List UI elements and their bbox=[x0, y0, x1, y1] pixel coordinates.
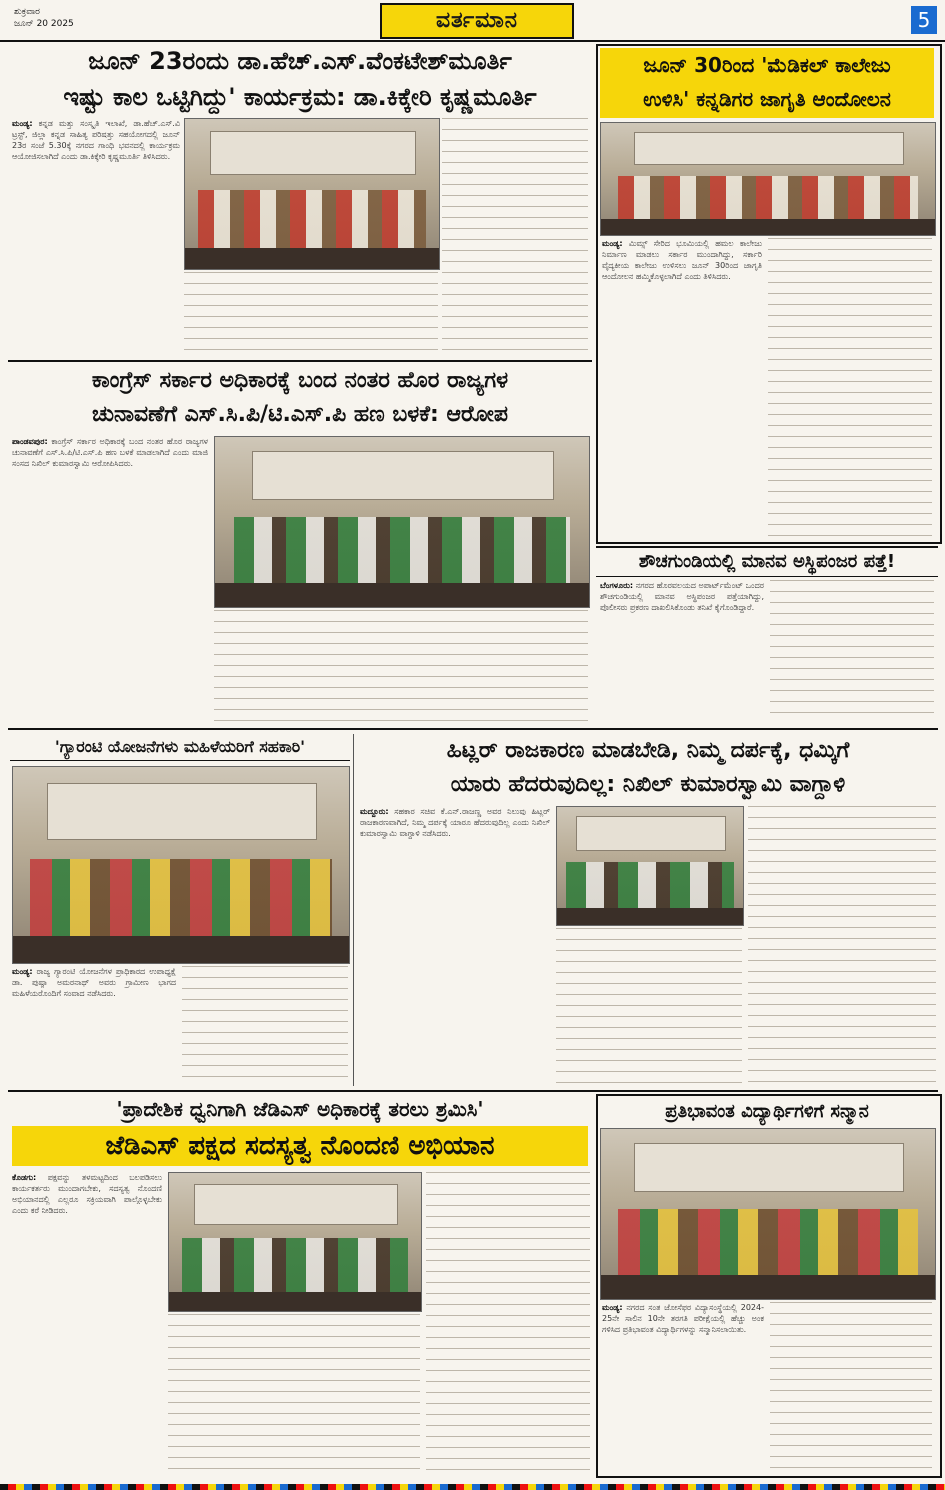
venkatesh-headline-2: ಇಷ್ಟು ಕಾಲ ಒಟ್ಟಿಗಿದ್ದು' ಕಾರ್ಯಕ್ರಮ: ಡಾ.ಕಿಕ್ಕೇರಿ ಕೃಷ್ಣಮೂರ್ತಿ bbox=[63, 83, 537, 111]
jds-dateline: ಕೊಡಗು: bbox=[12, 1173, 37, 1182]
medical-body-col2 bbox=[768, 238, 932, 536]
medical-headline-2: ಉಳಿಸಿ' ಕನ್ನಡಿಗರ ಜಾಗೃತಿ ಆಂದೋಲನ bbox=[643, 87, 891, 111]
jds-photo bbox=[168, 1172, 422, 1312]
medical-photo bbox=[600, 122, 936, 236]
venkatesh-text: ಕನ್ನಡ ಮತ್ತು ಸಂಸ್ಕೃತಿ ಇಲಾಖೆ, ಡಾ.ಹೆಚ್.ಎಸ್.ವಿ ಟ್ರಸ್ಟ್, ಜಿಲ್ಲಾ ಕನ್ನಡ ಸಾಹಿತ್ಯ ಪರಿಷತ್ತು ಸಹಯೋಗದಲ್ಲಿ ಜೂನ್ 23ರ ಸಂಜೆ 5.30ಕ್ಕೆ ನಗರದ ಗಾಂಧಿ ಭವನದಲ್ಲಿ ಕಾರ್ಯಕ್ರಮ ಆಯೋಜಿಸಲಾಗಿದೆ ಎಂದು ಡಾ.ಕಿಕ್ಕೇರಿ ಕೃಷ್ಣಮೂರ್ತಿ ತಿಳಿಸಿದರು. bbox=[12, 119, 180, 161]
hitler-body-col1 bbox=[360, 806, 550, 1086]
venkatesh-photo bbox=[184, 118, 440, 270]
registration-bar bbox=[0, 1484, 945, 1490]
congress-headline-1: ಕಾಂಗ್ರೆಸ್ ಸರ್ಕಾರ ಅಧಿಕಾರಕ್ಕೆ ಬಂದ ನಂತರ ಹೊರ ರಾಜ್ಯಗಳ bbox=[91, 368, 509, 393]
hitler-dateline: ಮದ್ದೂರು: bbox=[360, 807, 389, 816]
hitler-body-col2 bbox=[556, 928, 742, 1086]
hitler-photo bbox=[556, 806, 744, 926]
medical-headline bbox=[600, 48, 934, 118]
issue-date bbox=[14, 6, 74, 30]
congress-headline-2: ಚುನಾವಣೆಗೆ ಎಸ್.ಸಿ.ಪಿ/ಟಿ.ಎಸ್.ಪಿ ಹಣ ಬಳಕೆ: ಆರೋಪ bbox=[92, 402, 508, 427]
divider-2 bbox=[8, 728, 938, 730]
congress-body-col1 bbox=[12, 436, 208, 722]
students-body-col1 bbox=[602, 1302, 764, 1470]
students-dateline: ಮಂಡ್ಯ: bbox=[602, 1303, 623, 1312]
medical-text: ಮಿಮ್ಸ್ ಸೇರಿದ ಭೂಮಿಯಲ್ಲಿ ಹಮಲ ಕಾಲೇಜು ನಿರ್ಮಾಣ ಮಾಡಲು ಸರ್ಕಾರ ಮುಂದಾಗಿದ್ದು, ಸರ್ಕಾರಿ ವೈದ್ಯಕೀಯ ಕಾಲೇಜು ಉಳಿಸಲು ಜೂನ್ 30ರಿಂದ ಜಾಗೃತಿ ಆಂದೋಲನ ಹಮ್ಮಿಕೊಳ್ಳಲಾಗಿದೆ ಎಂದು ತಿಳಿಸಿದರು. bbox=[602, 239, 762, 281]
students-photo bbox=[600, 1128, 936, 1300]
hitler-headline-2: ಯಾರು ಹೆದರುವುದಿಲ್ಲ: ನಿಖಿಲ್ ಕುಮಾರಸ್ವಾಮಿ ವಾಗ್ದಾಳಿ bbox=[450, 772, 846, 797]
skeleton-body-col2 bbox=[770, 580, 934, 722]
newspaper-title: ವರ್ತಮಾನ bbox=[380, 3, 574, 39]
venkatesh-body-col2 bbox=[184, 272, 438, 352]
congress-body-col2 bbox=[214, 610, 588, 722]
skeleton-headline: ಶೌಚಗುಂಡಿಯಲ್ಲಿ ಮಾನವ ಅಸ್ಥಿಪಂಜರ ಪತ್ತೆ! bbox=[596, 546, 938, 577]
congress-photo bbox=[214, 436, 590, 608]
students-body-col2 bbox=[770, 1302, 932, 1470]
guarantee-dateline: ಮಂಡ್ಯ: bbox=[12, 967, 33, 976]
issue-date-text: ಜೂನ್ 20 2025 bbox=[14, 19, 74, 29]
guarantee-body-col2 bbox=[182, 966, 348, 1084]
skeleton-body-col1 bbox=[600, 580, 764, 722]
venkatesh-body-col1 bbox=[12, 118, 180, 352]
divider-3 bbox=[8, 1090, 938, 1092]
guarantee-text: ರಾಜ್ಯ ಗ್ಯಾರಂಟಿ ಯೋಜನೆಗಳ ಪ್ರಾಧಿಕಾರದ ಉಪಾಧ್ಯಕ್ಷೆ ಡಾ. ಪುಷ್ಪಾ ಅಮರನಾಥ್ ಅವರು ಗ್ರಾಮೀಣ ಭಾಗದ ಮಹಿಳೆಯರೊಂದಿಗೆ ಸಂವಾದ ನಡೆಸಿದರು. bbox=[12, 967, 176, 998]
congress-dateline: ಪಾಂಡವಪುರ: bbox=[12, 437, 48, 446]
divider-1 bbox=[8, 360, 592, 362]
congress-text: ಕಾಂಗ್ರೆಸ್ ಸರ್ಕಾರ ಅಧಿಕಾರಕ್ಕೆ ಬಂದ ನಂತರ ಹೊರ ರಾಜ್ಯಗಳ ಚುನಾವಣೆಗೆ ಎಸ್.ಸಿ.ಪಿ/ಟಿ.ಎಸ್.ಪಿ ಹಣ ಬಳಕೆ ಮಾಡಲಾಗಿದೆ ಎಂದು ಮಾಜಿ ಸಂಸದ ನಿಖಿಲ್ ಕುಮಾರಸ್ವಾಮಿ ಆರೋಪಿಸಿದರು. bbox=[12, 437, 208, 468]
hitler-headline-1: ಹಿಟ್ಲರ್ ರಾಜಕಾರಣ ಮಾಡಬೇಡಿ, ನಿಮ್ಮ ದರ್ಪಕ್ಕೆ, ಧಮ್ಕಿಗೆ bbox=[446, 738, 850, 763]
venkatesh-body-col3 bbox=[442, 118, 588, 352]
students-text: ನಗರದ ಸಂತ ಜೋಸೆಫರ ವಿದ್ಯಾಸಂಸ್ಥೆಯಲ್ಲಿ 2024-25ನೇ ಸಾಲಿನ 10ನೇ ತರಗತಿ ಪರೀಕ್ಷೆಯಲ್ಲಿ ಹೆಚ್ಚು ಅಂಕ ಗಳಿಸಿದ ಪ್ರತಿಭಾವಂತ ವಿದ್ಯಾರ್ಥಿಗಳನ್ನು ಸನ್ಮಾನಿಸಲಾಯಿತು. bbox=[602, 1303, 764, 1334]
medical-headline-1: ಜೂನ್ 30ರಿಂದ 'ಮೆಡಿಕಲ್ ಕಾಲೇಜು bbox=[643, 53, 891, 77]
jds-text: ಪಕ್ಷವನ್ನು ತಳಮಟ್ಟದಿಂದ ಬಲಪಡಿಸಲು ಕಾರ್ಯಕರ್ತರು ಮುಂದಾಗಬೇಕು, ಸದಸ್ಯತ್ವ ನೊಂದಣಿ ಅಭಿಯಾನದಲ್ಲಿ ಎಲ್ಲರೂ ಸಕ್ರಿಯವಾಗಿ ಪಾಲ್ಗೊಳ್ಳಬೇಕು ಎಂದು ಕರೆ ನೀಡಿದರು. bbox=[12, 1173, 162, 1215]
medical-body-col1 bbox=[602, 238, 762, 536]
guarantee-body-col1 bbox=[12, 966, 176, 1084]
skeleton-text: ನಗರದ ಹೊರವಲಯದ ಅಪಾರ್ಟ್‌ಮೆಂಟ್ ಒಂದರ ಶೌಚಗುಂಡಿಯಲ್ಲಿ ಮಾನವ ಅಸ್ಥಿಪಂಜರ ಪತ್ತೆಯಾಗಿದ್ದು, ಪೊಲೀಸರು ಪ್ರಕರಣ ದಾಖಲಿಸಿಕೊಂಡು ತನಿಖೆ ಕೈಗೊಂಡಿದ್ದಾರೆ. bbox=[600, 581, 764, 612]
guarantee-photo bbox=[12, 766, 350, 964]
column-rule bbox=[353, 734, 354, 1086]
jds-headline-2: ಜೆಡಿಎಸ್ ಪಕ್ಷದ ಸದಸ್ಯತ್ವ ನೊಂದಣಿ ಅಭಿಯಾನ bbox=[12, 1126, 588, 1166]
jds-body-col1 bbox=[12, 1172, 162, 1472]
jds-headline-1: 'ಪ್ರಾದೇಶಿಕ ಧ್ವನಿಗಾಗಿ ಜೆಡಿಎಸ್ ಅಧಿಕಾರಕ್ಕೆ ತರಲು ಶ್ರಮಿಸಿ' bbox=[116, 1097, 484, 1121]
issue-day: ಶುಕ್ರವಾರ bbox=[14, 7, 40, 17]
students-headline: ಪ್ರತಿಭಾವಂತ ವಿದ್ಯಾರ್ಥಿಗಳಿಗೆ ಸನ್ಮಾನ bbox=[665, 1101, 869, 1122]
skeleton-dateline: ಬೆಂಗಳೂರು: bbox=[600, 581, 634, 590]
jds-body-col2 bbox=[168, 1314, 420, 1472]
page-number: 5 bbox=[911, 6, 937, 34]
venkatesh-dateline: ಮಂಡ್ಯ: bbox=[12, 119, 33, 128]
hitler-body-col3 bbox=[748, 806, 936, 1086]
medical-dateline: ಮಂಡ್ಯ: bbox=[602, 239, 623, 248]
jds-body-col3 bbox=[426, 1172, 590, 1472]
hitler-text: ಸಹಕಾರ ಸಚಿವ ಕೆ.ಎನ್.ರಾಜಣ್ಣ ಅವರ ನಿಲುವು ಹಿಟ್ಲರ್ ರಾಜಕಾರಣವಾಗಿದೆ, ನಿಮ್ಮ ದರ್ಪಕ್ಕೆ ಯಾರೂ ಹೆದರುವುದಿಲ್ಲ ಎಂದು ನಿಖಿಲ್ ಕುಮಾರಸ್ವಾಮಿ ವಾಗ್ದಾಳಿ ನಡೆಸಿದರು. bbox=[360, 807, 550, 838]
guarantee-headline: 'ಗ್ಯಾರಂಟಿ ಯೋಜನೆಗಳು ಮಹಿಳೆಯರಿಗೆ ಸಹಕಾರಿ' bbox=[10, 734, 350, 761]
venkatesh-headline-1: ಜೂನ್ 23ರಂದು ಡಾ.ಹೆಚ್.ಎಸ್.ವೆಂಕಟೇಶ್‌ಮೂರ್ತಿ bbox=[88, 47, 512, 75]
